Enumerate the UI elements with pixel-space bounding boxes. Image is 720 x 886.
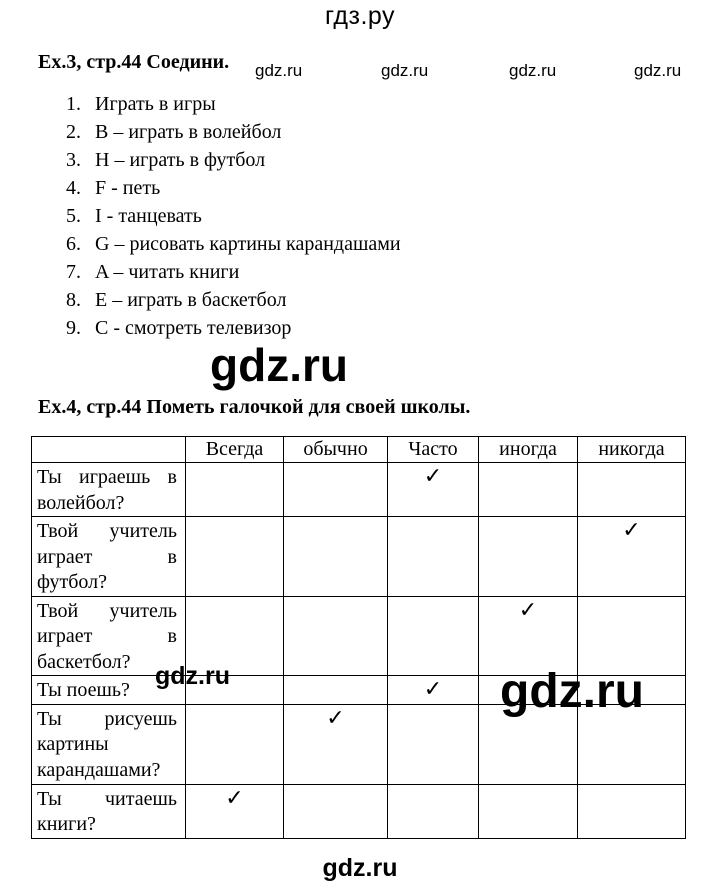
answer-cell[interactable] [388, 704, 479, 784]
question-line: Твой учитель [37, 520, 177, 542]
watermark: gdz.ru [255, 61, 303, 80]
question-line: Ты играешь в [37, 466, 177, 488]
watermark: gdz.ru [500, 665, 644, 718]
table-row [32, 784, 686, 838]
checkmark-icon: ✓ [423, 463, 443, 488]
table-row [32, 463, 686, 517]
column-header: никогда [578, 437, 686, 463]
watermark: gdz.ru [509, 61, 557, 80]
watermark: gdz.ru [381, 61, 429, 80]
answer-cell[interactable] [186, 463, 284, 517]
list-item: 8. E – играть в баскетбол [66, 289, 287, 311]
question-line: картины [37, 733, 109, 755]
site-title: гдз.ру [324, 2, 396, 30]
answer-cell[interactable] [284, 517, 388, 597]
question-cell [32, 463, 186, 517]
list-item: 2. B – играть в волейбол [66, 121, 282, 143]
column-header: Всегда [186, 437, 284, 463]
answer-cell[interactable] [388, 463, 479, 517]
question-cell [32, 517, 186, 597]
column-header: Часто [388, 437, 479, 463]
column-header: обычно [284, 437, 388, 463]
list-item: 5. I - танцевать [66, 205, 202, 227]
list-item: 9. C - смотреть телевизор [66, 317, 292, 339]
answer-cell[interactable] [578, 784, 686, 838]
frequency-table [31, 436, 686, 839]
answer-cell[interactable] [186, 784, 284, 838]
question-line: Ты поешь? [37, 679, 130, 701]
list-item: 3. H – играть в футбол [66, 149, 266, 171]
match-list [66, 90, 401, 342]
question-line: играет в [37, 545, 177, 568]
answer-cell[interactable] [479, 517, 578, 597]
answer-cell[interactable] [284, 596, 388, 676]
watermark: gdz.ru [155, 662, 230, 690]
answer-cell[interactable] [388, 676, 479, 705]
question-line: карандашами? [37, 758, 161, 781]
exercise-3-title: Ex.3, стр.44 Соедини. [38, 51, 230, 73]
answer-cell[interactable] [284, 463, 388, 517]
answer-cell[interactable] [479, 463, 578, 517]
checkmark-icon: ✓ [225, 784, 244, 810]
answer-cell[interactable] [186, 704, 284, 784]
answer-cell[interactable] [578, 463, 686, 517]
question-line: Ты рисуешь [37, 707, 177, 730]
question-cell [32, 704, 186, 784]
answer-cell[interactable] [284, 704, 388, 784]
question-cell [32, 784, 186, 838]
answer-cell[interactable] [284, 784, 388, 838]
watermark: gdz.ru [210, 339, 348, 391]
exercise-4-title: Ex.4, стр.44 Пометь галочкой для своей школы. [38, 396, 471, 418]
header-corner-cell [32, 437, 186, 463]
answer-cell[interactable] [578, 517, 686, 597]
question-line: волейбол? [37, 491, 125, 514]
watermark: gdz.ru [634, 61, 682, 80]
answer-cell[interactable] [186, 517, 284, 597]
answer-cell[interactable] [388, 596, 479, 676]
question-line: футбол? [37, 571, 107, 593]
answer-cell[interactable] [388, 517, 479, 597]
checkmark-icon: ✓ [622, 517, 641, 542]
list-item: 7. A – читать книги [66, 261, 240, 283]
checkmark-icon: ✓ [423, 676, 443, 701]
answer-cell[interactable] [479, 784, 578, 838]
answer-cell[interactable] [388, 784, 479, 838]
question-line: книги? [37, 813, 96, 835]
list-item: 1. Играть в игры [66, 93, 216, 115]
checkmark-icon: ✓ [518, 596, 538, 622]
checkmark-icon: ✓ [326, 704, 345, 730]
watermark: gdz.ru [322, 854, 398, 882]
question-line: играет в [37, 625, 177, 647]
question-line: баскетбол? [37, 650, 131, 673]
table-header-row [32, 437, 686, 463]
column-header: иногда [479, 437, 578, 463]
question-line: Твой учитель [37, 599, 177, 622]
table-row [32, 517, 686, 597]
question-line: Ты читаешь [37, 787, 177, 810]
list-item: 6. G – рисовать картины карандашами [66, 233, 401, 255]
answer-cell[interactable] [284, 676, 388, 705]
list-item: 4. F - петь [66, 177, 161, 199]
